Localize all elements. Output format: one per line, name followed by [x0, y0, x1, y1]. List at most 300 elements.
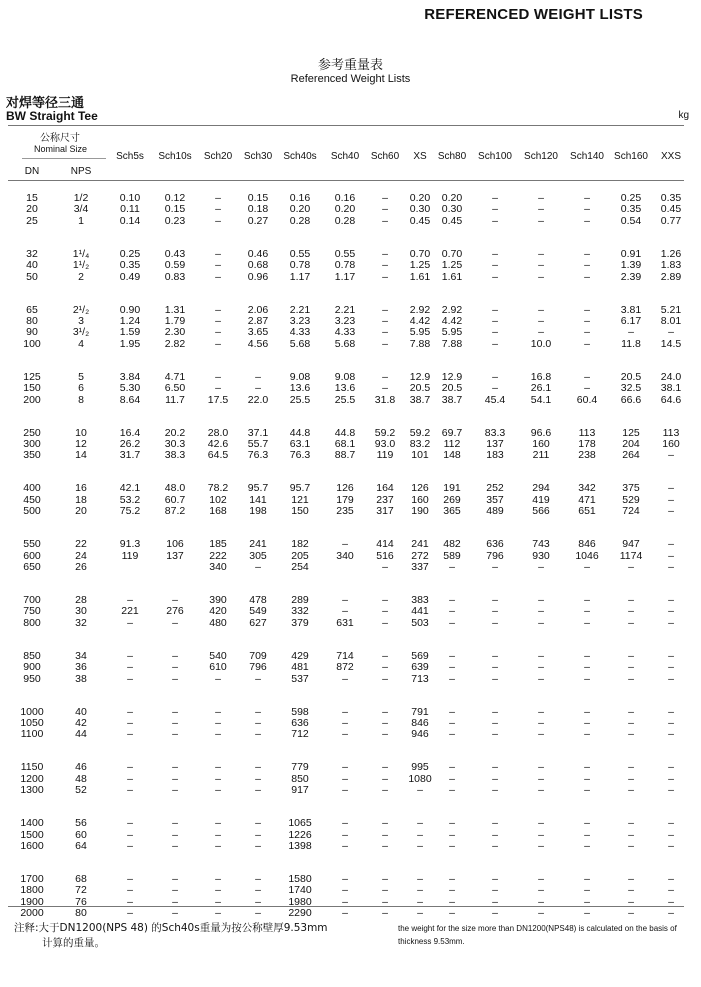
- nps-cell: 60: [75, 828, 87, 841]
- dn-cell: 150: [23, 382, 41, 395]
- weight-cell: –: [492, 561, 498, 573]
- weight-cell: 5.21: [660, 303, 682, 316]
- weight-cell: –: [449, 907, 455, 920]
- weight-cell: –: [127, 840, 133, 852]
- weight-cell: –: [668, 705, 674, 718]
- weight-cell: –: [342, 772, 348, 785]
- weight-cell: 168: [209, 505, 227, 518]
- note-en: the weight for the size more than DN1200(NPS48) is calculated on the basis of thickness 9.53mm.: [398, 924, 677, 946]
- weight-cell: –: [538, 247, 544, 260]
- weight-cell: 269: [443, 493, 461, 506]
- weight-cell: –: [127, 661, 133, 674]
- weight-cell: –: [492, 192, 498, 204]
- dn-cell: 1500: [20, 828, 44, 841]
- nps-cell: 5: [78, 370, 84, 383]
- weight-cell: 205: [291, 549, 309, 562]
- header-nps: NPS: [70, 166, 92, 177]
- weight-cell: –: [668, 493, 674, 506]
- weight-cell: 38.3: [164, 449, 186, 462]
- weight-cell: –: [584, 337, 590, 350]
- weight-cell: 714: [336, 649, 354, 662]
- weight-cell: 2.30: [164, 326, 186, 339]
- header-rule: [8, 180, 684, 181]
- weight-cell: –: [127, 873, 133, 885]
- weight-cell: –: [628, 840, 634, 852]
- weight-cell: 38.1: [660, 382, 682, 395]
- weight-cell: 5.68: [334, 337, 356, 350]
- weight-cell: –: [584, 616, 590, 629]
- weight-cell: –: [382, 337, 388, 350]
- weight-cell: –: [127, 761, 133, 774]
- weight-cell: 0.78: [334, 259, 356, 272]
- weight-cell: –: [449, 649, 455, 662]
- weight-cell: 1980: [288, 895, 312, 908]
- nps-cell: 1: [78, 214, 84, 227]
- nominal-size-en: Nominal Size: [34, 144, 88, 154]
- weight-cell: 6.17: [620, 315, 642, 327]
- weight-cell: –: [668, 605, 674, 618]
- weight-cell: 119: [121, 549, 139, 562]
- weight-cell: –: [417, 907, 423, 920]
- weight-cell: 12.9: [409, 370, 431, 383]
- weight-cell: –: [255, 828, 261, 841]
- nps-cell: 18: [75, 493, 87, 506]
- schedule-header-xxs: XXS: [660, 151, 682, 162]
- unit-label: kg: [678, 110, 689, 121]
- weight-cell: 8.01: [660, 315, 682, 327]
- weight-cell: 4.42: [409, 315, 431, 327]
- nps-cell: 2: [78, 270, 84, 283]
- weight-cell: 150: [291, 505, 309, 518]
- weight-cell: –: [584, 672, 590, 685]
- weight-cell: 10.0: [530, 337, 552, 350]
- dn-cell: 300: [23, 438, 41, 450]
- weight-cell: 0.90: [119, 303, 141, 316]
- weight-cell: –: [255, 784, 261, 797]
- weight-cell: 1.61: [409, 270, 431, 283]
- nps-cell: 1¹/₄: [72, 247, 90, 260]
- weight-cell: –: [449, 784, 455, 797]
- weight-cell: 20.5: [441, 382, 463, 395]
- dn-cell: 1700: [20, 873, 44, 885]
- weight-cell: –: [215, 828, 221, 841]
- weight-cell: –: [382, 649, 388, 662]
- weight-cell: –: [255, 705, 261, 718]
- weight-cell: 0.16: [334, 192, 356, 204]
- weight-cell: –: [382, 270, 388, 283]
- weight-cell: 66.6: [620, 393, 642, 406]
- weight-cell: 1.59: [119, 326, 141, 339]
- weight-cell: 0.20: [409, 192, 431, 204]
- nominal-size-cn: 公称尺寸: [40, 133, 80, 144]
- weight-cell: 30.3: [164, 438, 186, 450]
- weight-cell: 102: [209, 493, 227, 506]
- weight-cell: 16.8: [530, 370, 552, 383]
- weight-cell: –: [382, 772, 388, 785]
- weight-cell: 75.2: [119, 505, 141, 518]
- weight-cell: 160: [662, 438, 680, 450]
- weight-cell: 0.27: [247, 214, 269, 227]
- dn-cell: 15: [26, 192, 38, 204]
- weight-cell: –: [215, 772, 221, 785]
- weight-cell: –: [668, 717, 674, 729]
- nps-cell: 44: [75, 728, 87, 741]
- weight-cell: 0.55: [334, 247, 356, 260]
- weight-cell: –: [584, 561, 590, 573]
- weight-cell: –: [215, 784, 221, 797]
- weight-cell: 598: [291, 705, 309, 718]
- weight-cell: –: [628, 605, 634, 618]
- weight-cell: 45.4: [484, 393, 506, 406]
- weight-cell: –: [172, 828, 178, 841]
- dn-cell: 750: [23, 605, 41, 618]
- weight-cell: –: [584, 649, 590, 662]
- weight-cell: 566: [532, 505, 550, 518]
- weight-cell: –: [668, 907, 674, 920]
- nps-cell: 64: [75, 840, 87, 852]
- weight-cell: 64.6: [660, 393, 682, 406]
- weight-cell: 60.7: [164, 493, 186, 506]
- weight-cell: –: [255, 772, 261, 785]
- weight-cell: –: [584, 784, 590, 797]
- weight-cell: 11.8: [621, 337, 641, 350]
- weight-cell: 44.8: [289, 426, 311, 439]
- weight-cell: –: [255, 907, 261, 920]
- weight-cell: –: [172, 884, 178, 897]
- nps-cell: 6: [78, 382, 84, 395]
- nps-cell: 10: [75, 426, 87, 439]
- weight-cell: 294: [532, 482, 550, 495]
- weight-cell: 779: [291, 761, 309, 774]
- weight-cell: 24.0: [660, 370, 682, 383]
- nps-cell: 32: [75, 616, 87, 629]
- dn-cell: 850: [23, 649, 41, 662]
- weight-cell: 930: [532, 549, 550, 562]
- weight-cell: –: [584, 873, 590, 885]
- weight-cell: –: [417, 884, 423, 897]
- schedule-header-sch40: Sch40: [330, 151, 360, 162]
- weight-cell: 101: [411, 449, 429, 462]
- weight-cell: 0.15: [247, 192, 269, 204]
- weight-cell: 264: [622, 449, 640, 462]
- note-cn: [14, 921, 328, 951]
- weight-cell: 357: [486, 493, 504, 506]
- weight-cell: –: [584, 895, 590, 908]
- weight-cell: 112: [443, 438, 461, 450]
- weight-cell: –: [584, 717, 590, 729]
- weight-cell: 137: [166, 549, 184, 562]
- weight-cell: –: [584, 907, 590, 920]
- weight-cell: –: [449, 873, 455, 885]
- weight-cell: 1.61: [441, 270, 463, 283]
- weight-cell: –: [342, 895, 348, 908]
- weight-cell: –: [215, 717, 221, 729]
- weight-cell: 0.77: [660, 214, 682, 227]
- weight-cell: –: [538, 672, 544, 685]
- weight-cell: –: [538, 616, 544, 629]
- weight-cell: 383: [411, 594, 429, 606]
- weight-cell: 4.33: [289, 326, 311, 339]
- weight-cell: 516: [376, 549, 394, 562]
- weight-cell: –: [584, 382, 590, 395]
- weight-cell: 83.3: [484, 426, 506, 439]
- weight-cell: 1046: [575, 549, 599, 562]
- weight-cell: 850: [291, 772, 309, 785]
- weight-cell: –: [127, 817, 133, 830]
- weight-cell: 1.24: [119, 315, 141, 327]
- weight-cell: 481: [291, 661, 309, 674]
- weight-cell: –: [584, 884, 590, 897]
- weight-cell: –: [172, 907, 178, 920]
- weight-cell: 419: [532, 493, 550, 506]
- nps-cell: 22: [75, 538, 87, 551]
- weight-cell: 0.46: [247, 247, 269, 260]
- weight-cell: –: [172, 895, 178, 908]
- dn-cell: 32: [26, 247, 38, 260]
- weight-cell: 76.3: [247, 449, 269, 462]
- weight-cell: 42.1: [119, 482, 141, 495]
- weight-cell: 2.21: [289, 303, 311, 316]
- weight-cell: –: [382, 884, 388, 897]
- weight-cell: –: [127, 672, 133, 685]
- weight-cell: 204: [622, 438, 640, 450]
- weight-cell: –: [538, 761, 544, 774]
- schedule-header-xs: XS: [413, 151, 427, 162]
- weight-cell: –: [342, 828, 348, 841]
- weight-cell: –: [492, 661, 498, 674]
- dn-cell: 800: [23, 616, 41, 629]
- weight-cell: 95.7: [289, 482, 311, 495]
- weight-cell: –: [492, 203, 498, 216]
- weight-cell: –: [538, 605, 544, 618]
- weight-cell: –: [584, 828, 590, 841]
- weight-cell: –: [382, 315, 388, 327]
- weight-cell: –: [127, 907, 133, 920]
- weight-cell: –: [342, 817, 348, 830]
- weight-cell: –: [449, 884, 455, 897]
- weight-cell: 0.15: [164, 203, 186, 216]
- weight-cell: –: [584, 270, 590, 283]
- weight-cell: –: [584, 728, 590, 741]
- weight-cell: 20.5: [620, 370, 642, 383]
- weight-cell: –: [342, 840, 348, 852]
- weight-cell: 796: [486, 549, 504, 562]
- weight-cell: 7.88: [441, 337, 463, 350]
- weight-cell: –: [538, 594, 544, 606]
- weight-cell: –: [382, 840, 388, 852]
- schedule-header-sch30: Sch30: [243, 151, 273, 162]
- weight-cell: –: [215, 873, 221, 885]
- dn-cell: 80: [26, 315, 38, 327]
- weight-cell: 0.20: [334, 203, 356, 216]
- weight-cell: 332: [291, 605, 309, 618]
- weight-cell: –: [342, 605, 348, 618]
- weight-cell: 365: [443, 505, 461, 518]
- weight-cell: 91.3: [119, 538, 141, 551]
- bottom-rule: [8, 906, 684, 907]
- weight-cell: –: [628, 326, 634, 339]
- weight-cell: –: [628, 661, 634, 674]
- weight-cell: –: [215, 259, 221, 272]
- weight-cell: –: [628, 616, 634, 629]
- weight-cell: 342: [578, 482, 596, 495]
- weight-cell: –: [172, 661, 178, 674]
- weight-cell: 3.23: [289, 315, 311, 327]
- weight-cell: 379: [291, 616, 309, 629]
- weight-cell: –: [492, 728, 498, 741]
- weight-cell: 0.30: [441, 203, 463, 216]
- weight-cell: –: [538, 772, 544, 785]
- weight-cell: –: [538, 203, 544, 216]
- weight-cell: –: [342, 705, 348, 718]
- weight-cell: 96.6: [530, 426, 552, 439]
- weight-cell: 48.0: [164, 482, 186, 495]
- weight-cell: 946: [411, 728, 429, 741]
- weight-cell: –: [255, 370, 261, 383]
- weight-cell: –: [538, 840, 544, 852]
- weight-cell: –: [584, 661, 590, 674]
- weight-cell: 2.92: [409, 303, 431, 316]
- weight-cell: 54.1: [530, 393, 552, 406]
- weight-cell: 237: [376, 493, 394, 506]
- weight-cell: 160: [411, 493, 429, 506]
- weight-cell: 2.39: [620, 270, 642, 283]
- weight-cell: –: [382, 661, 388, 674]
- weight-cell: 0.43: [164, 247, 186, 260]
- dn-cell: 125: [23, 370, 41, 383]
- weight-cell: –: [538, 270, 544, 283]
- weight-cell: 221: [121, 605, 139, 618]
- weight-cell: 252: [486, 482, 504, 495]
- weight-cell: –: [492, 784, 498, 797]
- weight-cell: –: [492, 895, 498, 908]
- weight-cell: 113: [662, 426, 680, 439]
- weight-cell: –: [215, 728, 221, 741]
- weight-cell: 272: [411, 549, 429, 562]
- weight-cell: –: [538, 873, 544, 885]
- weight-cell: 289: [291, 594, 309, 606]
- weight-cell: –: [492, 594, 498, 606]
- weight-cell: –: [449, 895, 455, 908]
- weight-cell: –: [127, 728, 133, 741]
- weight-cell: –: [449, 605, 455, 618]
- weight-cell: 4.71: [164, 370, 186, 383]
- weight-cell: 846: [578, 538, 596, 551]
- dn-cell: 1400: [20, 817, 44, 830]
- schedule-header-sch10s: Sch10s: [158, 151, 192, 162]
- weight-cell: 4.33: [334, 326, 356, 339]
- weight-cell: –: [668, 840, 674, 852]
- weight-cell: –: [382, 761, 388, 774]
- nps-cell: 12: [75, 438, 87, 450]
- weight-cell: 7.88: [409, 337, 431, 350]
- weight-cell: 1.25: [409, 259, 431, 272]
- weight-cell: 0.49: [119, 270, 141, 283]
- weight-cell: 0.35: [119, 259, 141, 272]
- weight-cell: 28.0: [207, 426, 229, 439]
- weight-cell: 22.0: [247, 393, 269, 406]
- weight-cell: –: [538, 895, 544, 908]
- weight-cell: 1.83: [660, 259, 682, 272]
- weight-cell: 429: [291, 649, 309, 662]
- weight-cell: 651: [578, 505, 596, 518]
- weight-cell: 5.95: [409, 326, 431, 339]
- weight-cell: –: [492, 817, 498, 830]
- weight-cell: 113: [578, 426, 596, 439]
- weight-cell: –: [172, 817, 178, 830]
- weight-cell: 337: [411, 561, 429, 573]
- weight-cell: 0.45: [441, 214, 463, 227]
- weight-cell: 14.5: [660, 337, 682, 350]
- weight-cell: –: [668, 828, 674, 841]
- weight-cell: 743: [532, 538, 550, 551]
- weight-cell: –: [492, 337, 498, 350]
- weight-cell: –: [172, 594, 178, 606]
- weight-cell: 13.6: [334, 382, 356, 395]
- weight-cell: –: [127, 649, 133, 662]
- nps-cell: 34: [75, 649, 87, 662]
- nps-cell: 80: [75, 907, 87, 920]
- weight-cell: –: [538, 884, 544, 897]
- weight-cell: 2.82: [164, 337, 186, 350]
- weight-cell: –: [668, 672, 674, 685]
- weight-cell: 20.2: [164, 426, 186, 439]
- nps-cell: 48: [75, 772, 87, 785]
- weight-cell: –: [449, 661, 455, 674]
- weight-cell: –: [127, 884, 133, 897]
- nps-cell: 42: [75, 717, 87, 729]
- weight-cell: 42.6: [207, 438, 229, 450]
- weight-cell: 0.68: [247, 259, 269, 272]
- weight-cell: –: [127, 772, 133, 785]
- weight-cell: 0.45: [409, 214, 431, 227]
- weight-cell: –: [172, 840, 178, 852]
- weight-cell: –: [492, 717, 498, 729]
- schedule-header-sch160: Sch160: [614, 151, 648, 162]
- weight-cell: –: [538, 728, 544, 741]
- weight-cell: –: [255, 672, 261, 685]
- weight-cell: 549: [249, 605, 267, 618]
- weight-cell: –: [417, 817, 423, 830]
- weight-cell: 0.14: [119, 214, 141, 227]
- weight-cell: 305: [249, 549, 267, 562]
- weight-cell: –: [628, 772, 634, 785]
- nps-cell: 38: [75, 672, 87, 685]
- weight-cell: 0.96: [247, 270, 269, 283]
- weight-cell: 31.7: [119, 449, 141, 462]
- weight-cell: –: [628, 728, 634, 741]
- dn-cell: 25: [26, 214, 38, 227]
- weight-cell: –: [342, 873, 348, 885]
- weight-cell: 589: [443, 549, 461, 562]
- weight-cell: –: [382, 326, 388, 339]
- weight-cell: –: [172, 784, 178, 797]
- weight-cell: –: [492, 761, 498, 774]
- weight-cell: 610: [209, 661, 227, 674]
- weight-cell: –: [492, 672, 498, 685]
- weight-cell: 20.5: [409, 382, 431, 395]
- weight-cell: 25.5: [334, 393, 356, 406]
- weight-cell: –: [668, 482, 674, 495]
- weight-cell: –: [628, 717, 634, 729]
- weight-cell: –: [584, 594, 590, 606]
- weight-cell: –: [668, 449, 674, 462]
- weight-cell: –: [215, 247, 221, 260]
- schedule-header-sch120: Sch120: [524, 151, 558, 162]
- weight-cell: –: [382, 214, 388, 227]
- dn-cell: 550: [23, 538, 41, 551]
- weight-cell: 55.7: [247, 438, 269, 450]
